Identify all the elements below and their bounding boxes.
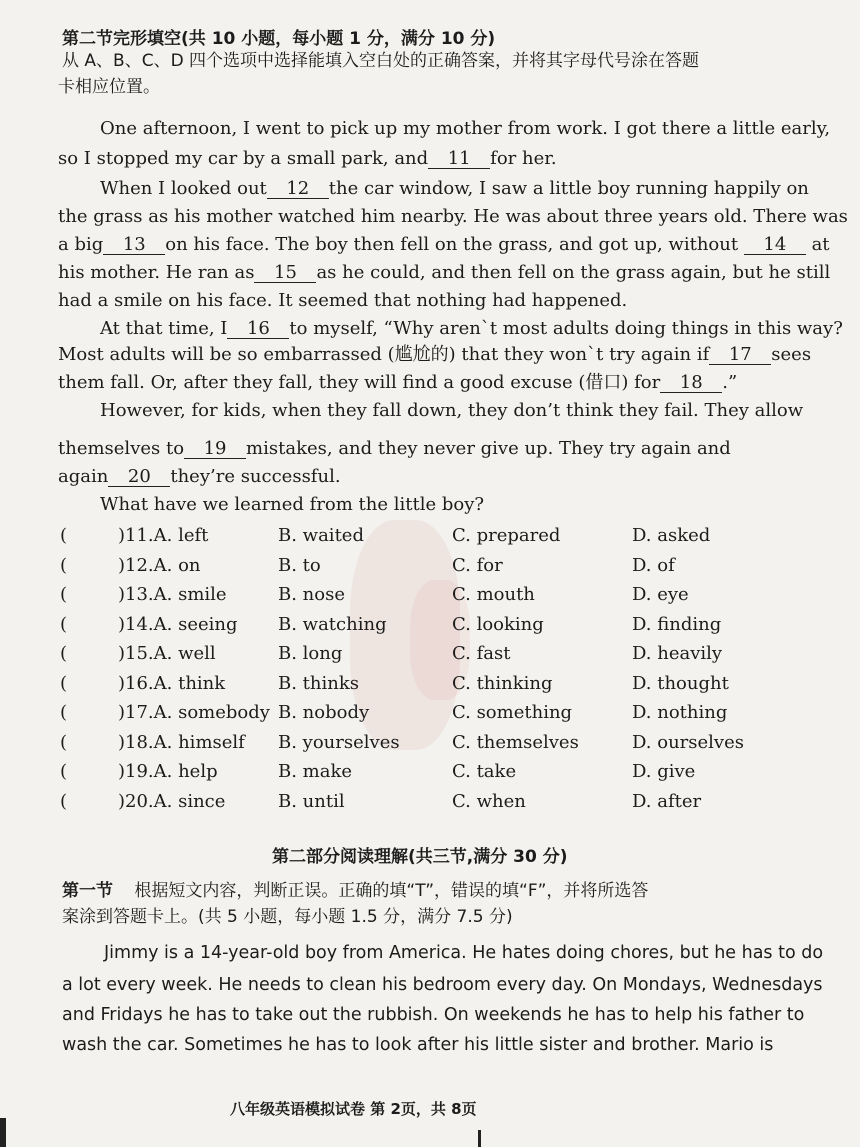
option-d: D. thought bbox=[632, 672, 729, 694]
passage-line: At that time, I 16 to myself, “Why aren`t most adults doing things in this way? bbox=[100, 318, 843, 339]
option-c: C. when bbox=[452, 790, 526, 812]
option-b: B. waited bbox=[278, 525, 364, 546]
passage-line: One afternoon, I went to pick up my mother from work. I got there a little early, bbox=[100, 118, 831, 139]
option-b: B. thinks bbox=[278, 672, 359, 694]
answer-paren: ( bbox=[60, 790, 68, 812]
option-b: B. make bbox=[278, 761, 353, 782]
option-a: )18.A. himself bbox=[118, 731, 245, 753]
passage-line: a big 13 on his face. The boy then fell on the grass, and got up, without 14 at bbox=[58, 234, 830, 255]
passage-line: them fall. Or, after they fall, they will find a good excuse (借口) for 18 .” bbox=[58, 372, 738, 393]
answer-paren: ( bbox=[60, 613, 68, 635]
option-b: B. until bbox=[278, 790, 345, 812]
option-d: D. ourselves bbox=[632, 731, 744, 753]
passage-line: his mother. He ran as 15 as he could, and then fell on the grass again, but he still bbox=[58, 262, 831, 283]
option-c: C. something bbox=[452, 702, 573, 723]
option-d: D. of bbox=[632, 554, 675, 576]
option-a: )17.A. somebody bbox=[118, 702, 270, 723]
blank-16: 16 bbox=[227, 320, 289, 339]
option-a: )20.A. since bbox=[118, 790, 226, 812]
sec1-label: 第一节 bbox=[62, 881, 113, 901]
option-d: D. nothing bbox=[632, 702, 728, 723]
option-c: C. mouth bbox=[452, 584, 535, 605]
option-a: )11.A. left bbox=[118, 525, 209, 546]
reading-line: a lot every week. He needs to clean his bedroom every day. On Mondays, Wednesdays bbox=[62, 975, 823, 995]
option-c: C. themselves bbox=[452, 731, 579, 753]
option-b: B. to bbox=[278, 554, 321, 576]
option-b: B. nose bbox=[278, 584, 345, 605]
answer-paren: ( bbox=[60, 672, 68, 694]
passage-line: Most adults will be so embarrassed (尴尬的) that they won`t try again if 17 sees bbox=[58, 344, 812, 365]
option-c: C. take bbox=[452, 761, 517, 782]
reading-line: and Fridays he has to take out the rubbish. On weekends he has to help his father to bbox=[62, 1005, 805, 1025]
passage-line: again 20 they’re successful. bbox=[58, 466, 341, 487]
blank-17: 17 bbox=[709, 346, 771, 365]
answer-paren: ( bbox=[60, 643, 68, 664]
blank-12: 12 bbox=[267, 180, 329, 199]
section2-instruction-2: 卡相应位置。 bbox=[58, 77, 160, 97]
option-d: D. give bbox=[632, 761, 696, 782]
sec1-text-2: 案涂到答题卡上。(共 5 小题，每小题 1.5 分，满分 7.5 分) bbox=[62, 907, 513, 927]
scan-edge-mark bbox=[0, 1118, 6, 1147]
option-a: )16.A. think bbox=[118, 672, 226, 694]
option-c: C. thinking bbox=[452, 672, 553, 694]
section2-heading: 第二节完形填空(共 10 小题，每小题 1 分，满分 10 分) bbox=[62, 29, 496, 49]
passage-line: the grass as his mother watched him nearby. He was about three years old. There was bbox=[58, 206, 848, 227]
blank-14: 14 bbox=[744, 236, 806, 255]
option-c: C. prepared bbox=[452, 525, 561, 546]
passage-question: What have we learned from the little boy? bbox=[100, 494, 485, 515]
part2-heading: 第二部分阅读理解(共三节,满分 30 分) bbox=[272, 847, 568, 867]
blank-13: 13 bbox=[103, 236, 165, 255]
answer-paren: ( bbox=[60, 584, 68, 605]
option-d: D. after bbox=[632, 790, 702, 812]
option-d: D. asked bbox=[632, 525, 711, 546]
scan-edge-mark bbox=[478, 1130, 481, 1147]
blank-19: 19 bbox=[184, 440, 246, 459]
blank-20: 20 bbox=[108, 468, 170, 487]
option-a: )15.A. well bbox=[118, 643, 216, 664]
option-b: B. long bbox=[278, 643, 343, 664]
passage-line: so I stopped my car by a small park, and 11 for her. bbox=[58, 148, 557, 169]
option-d: D. heavily bbox=[632, 643, 723, 664]
option-a: )12.A. on bbox=[118, 554, 201, 576]
option-b: B. nobody bbox=[278, 702, 370, 723]
blank-18: 18 bbox=[660, 374, 722, 393]
option-d: D. eye bbox=[632, 584, 689, 605]
blank-11: 11 bbox=[428, 150, 490, 169]
blank-15: 15 bbox=[254, 264, 316, 283]
page-footer: 八年级英语模拟试卷 第 2页，共 8页 bbox=[230, 1100, 477, 1118]
answer-paren: ( bbox=[60, 525, 68, 546]
part2-sec1-line bbox=[62, 880, 648, 902]
option-b: B. watching bbox=[278, 613, 387, 635]
option-c: C. fast bbox=[452, 643, 511, 664]
option-d: D. finding bbox=[632, 613, 722, 635]
answer-paren: ( bbox=[60, 702, 68, 723]
passage-line: However, for kids, when they fall down, they don’t think they fail. They allow bbox=[100, 400, 804, 421]
answer-paren: ( bbox=[60, 554, 68, 576]
option-b: B. yourselves bbox=[278, 731, 400, 753]
option-a: )13.A. smile bbox=[118, 584, 227, 605]
option-a: )14.A. seeing bbox=[118, 613, 238, 635]
answer-paren: ( bbox=[60, 731, 68, 753]
section2-instruction-1: 从 A、B、C、D 四个选项中选择能填入空白处的正确答案，并将其字母代号涂在答题 bbox=[62, 51, 700, 71]
passage-line: When I looked out 12 the car window, I saw a little boy running happily on bbox=[100, 178, 809, 199]
option-a: )19.A. help bbox=[118, 761, 218, 782]
option-c: C. for bbox=[452, 554, 503, 576]
reading-line: Jimmy is a 14-year-old boy from America. He hates doing chores, but he has to do bbox=[104, 943, 824, 963]
passage-line: had a smile on his face. It seemed that nothing had happened. bbox=[58, 290, 628, 311]
answer-paren: ( bbox=[60, 761, 68, 782]
reading-line: wash the car. Sometimes he has to look after his little sister and brother. Mario is bbox=[62, 1035, 774, 1055]
option-c: C. looking bbox=[452, 613, 544, 635]
passage-line: themselves to 19 mistakes, and they never give up. They try again and bbox=[58, 438, 731, 459]
sec1-text: 根据短文内容，判断正误。正确的填“T”，错误的填“F”，并将所选答 bbox=[134, 881, 649, 901]
